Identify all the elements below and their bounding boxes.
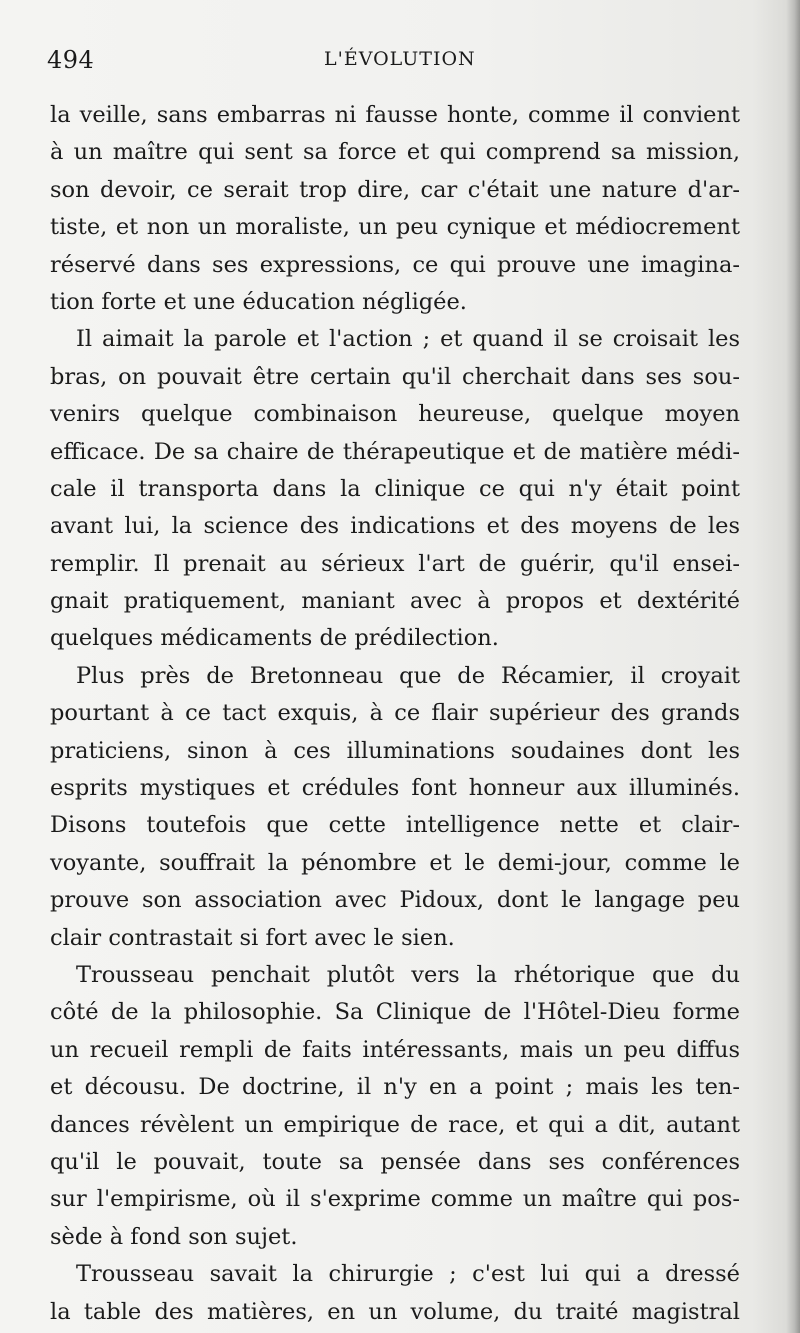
page-number: 494 [47,46,95,74]
text-line: réservé dans ses expressions, ce qui prouve une imagina- [50,251,740,278]
text-line: esprits mystiques et crédules font honneur aux illuminés. [50,775,740,802]
text-line: venirs quelque combinaison heureuse, quelque moyen [50,401,740,428]
paragraph-start-line: Trousseau penchait plutôt vers la rhétorique que du [76,961,740,988]
text-line: tion forte et une éducation négligée. [50,288,467,315]
text-line: pourtant à ce tact exquis, à ce flair supérieur des grands [50,700,740,727]
text-line: quelques médicaments de prédilection. [50,625,499,652]
paragraph-start-line: Trousseau savait la chirurgie ; c'est lui qui a dressé [76,1261,740,1288]
page-edge-shadow [786,0,800,1333]
text-line: prouve son association avec Pidoux, dont le langage peu [50,887,740,914]
text-line: et décousu. De doctrine, il n'y en a point ; mais les ten- [50,1074,740,1101]
running-head [47,46,747,80]
text-line: son devoir, ce serait trop dire, car c'était une nature d'ar- [50,176,740,203]
text-line: sède à fond son sujet. [50,1223,298,1250]
text-line: la table des matières, en un volume, du traité magistral [50,1298,740,1325]
paragraph-start-line: Il aimait la parole et l'action ; et quand il se croisait les [76,326,740,353]
text-line: bras, on pouvait être certain qu'il cherchait dans ses sou- [50,363,740,390]
text-line: praticiens, sinon à ces illuminations soudaines dont les [50,737,740,764]
text-line: sur l'empirisme, où il s'exprime comme un maître qui pos- [50,1186,740,1213]
text-line: dances révèlent un empirique de race, et qui a dit, autant [50,1111,740,1138]
text-line: clair contrastait si fort avec le sien. [50,924,455,951]
text-line: remplir. Il prenait au sérieux l'art de guérir, qu'il ensei- [50,550,740,577]
text-line: à un maître qui sent sa force et qui comprend sa mission, [50,139,740,166]
text-line: gnait pratiquement, maniant avec à propos et dextérité [50,588,740,615]
text-line: qu'il le pouvait, toute sa pensée dans ses conférences [50,1148,740,1175]
text-line: un recueil rempli de faits intéressants, mais un peu diffus [50,1036,740,1063]
text-line: la veille, sans embarras ni fausse honte, comme il convient [50,102,740,128]
text-line: Disons toutefois que cette intelligence nette et clair- [50,812,740,839]
text-line: côté de la philosophie. Sa Clinique de l'Hôtel-Dieu forme [50,999,740,1026]
text-line: voyante, souffrait la pénombre et le demi-jour, comme le [50,849,740,876]
body-text [50,97,740,1331]
paragraph-start-line: Plus près de Bretonneau que de Récamier, il croyait [76,662,740,689]
running-title: L'ÉVOLUTION [324,48,476,70]
text-line: cale il transporta dans la clinique ce qui n'y était point [50,475,740,502]
text-line: efficace. De sa chaire de thérapeutique et de matière médi- [50,438,740,465]
text-line: tiste, et non un moraliste, un peu cynique et médiocrement [50,214,740,241]
text-line: avant lui, la science des indications et des moyens de les [50,513,740,540]
